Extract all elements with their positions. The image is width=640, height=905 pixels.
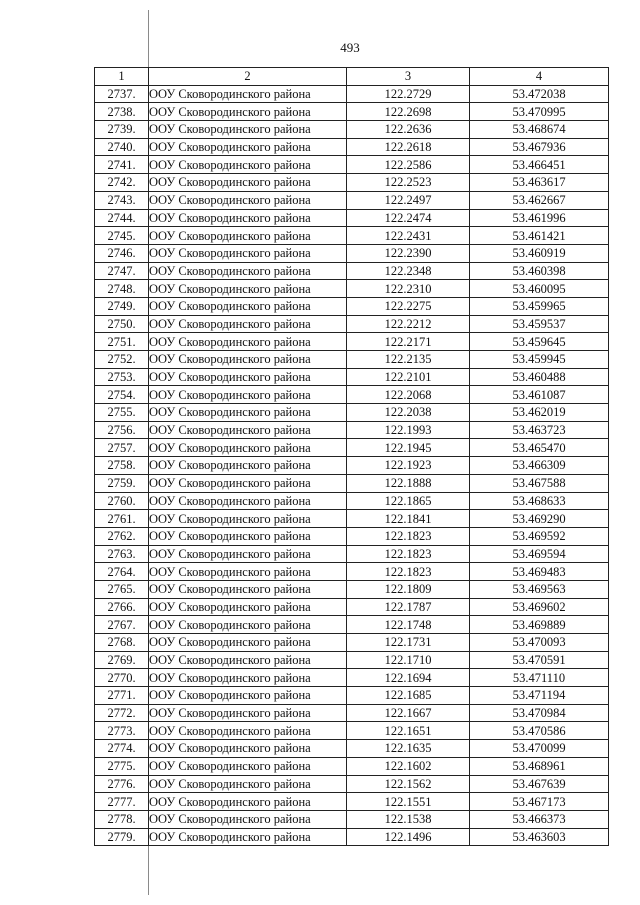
table-row — [95, 740, 609, 758]
area-name-cell: ООУ Сковородинского района — [149, 651, 347, 669]
area-name-cell: ООУ Сковородинского района — [149, 244, 347, 262]
latitude-cell: 53.471110 — [470, 669, 609, 687]
table-body — [95, 85, 609, 846]
table-row — [95, 616, 609, 634]
latitude-cell: 53.459645 — [470, 333, 609, 351]
coordinates-table — [94, 67, 609, 846]
area-name-cell: ООУ Сковородинского района — [149, 404, 347, 422]
row-number-cell: 2744. — [95, 209, 149, 227]
table-row — [95, 828, 609, 846]
row-number-cell: 2753. — [95, 368, 149, 386]
row-number-cell: 2758. — [95, 457, 149, 475]
row-number-cell: 2762. — [95, 527, 149, 545]
longitude-cell: 122.2310 — [347, 280, 470, 298]
row-number-cell: 2745. — [95, 227, 149, 245]
table-row — [95, 722, 609, 740]
row-number-cell: 2747. — [95, 262, 149, 280]
area-name-cell: ООУ Сковородинского района — [149, 227, 347, 245]
latitude-cell: 53.467936 — [470, 138, 609, 156]
area-name-cell: ООУ Сковородинского района — [149, 174, 347, 192]
area-name-cell: ООУ Сковородинского района — [149, 598, 347, 616]
row-number-cell: 2770. — [95, 669, 149, 687]
area-name-cell: ООУ Сковородинского района — [149, 687, 347, 705]
row-number-cell: 2746. — [95, 244, 149, 262]
row-number-cell: 2755. — [95, 404, 149, 422]
longitude-cell: 122.1562 — [347, 775, 470, 793]
latitude-cell: 53.460488 — [470, 368, 609, 386]
row-number-cell: 2769. — [95, 651, 149, 669]
table-row — [95, 85, 609, 103]
longitude-cell: 122.1710 — [347, 651, 470, 669]
table-row — [95, 156, 609, 174]
latitude-cell: 53.469889 — [470, 616, 609, 634]
table-row — [95, 280, 609, 298]
row-number-cell: 2754. — [95, 386, 149, 404]
row-number-cell: 2751. — [95, 333, 149, 351]
longitude-cell: 122.1823 — [347, 563, 470, 581]
longitude-cell: 122.2348 — [347, 262, 470, 280]
table-header-row — [95, 68, 609, 86]
longitude-cell: 122.2523 — [347, 174, 470, 192]
latitude-cell: 53.463603 — [470, 828, 609, 846]
longitude-cell: 122.2636 — [347, 121, 470, 139]
area-name-cell: ООУ Сковородинского района — [149, 704, 347, 722]
row-number-cell: 2765. — [95, 580, 149, 598]
longitude-cell: 122.2729 — [347, 85, 470, 103]
row-number-cell: 2761. — [95, 510, 149, 528]
table-row — [95, 333, 609, 351]
area-name-cell: ООУ Сковородинского района — [149, 333, 347, 351]
latitude-cell: 53.459537 — [470, 315, 609, 333]
table-row — [95, 404, 609, 422]
area-name-cell: ООУ Сковородинского района — [149, 563, 347, 581]
table-row — [95, 810, 609, 828]
latitude-cell: 53.470093 — [470, 634, 609, 652]
row-number-cell: 2775. — [95, 757, 149, 775]
row-number-cell: 2778. — [95, 810, 149, 828]
row-number-cell: 2771. — [95, 687, 149, 705]
area-name-cell: ООУ Сковородинского района — [149, 386, 347, 404]
row-number-cell: 2760. — [95, 492, 149, 510]
longitude-cell: 122.2171 — [347, 333, 470, 351]
longitude-cell: 122.1635 — [347, 740, 470, 758]
area-name-cell: ООУ Сковородинского района — [149, 121, 347, 139]
area-name-cell: ООУ Сковородинского района — [149, 810, 347, 828]
area-name-cell: ООУ Сковородинского района — [149, 138, 347, 156]
table-row — [95, 457, 609, 475]
area-name-cell: ООУ Сковородинского района — [149, 757, 347, 775]
latitude-cell: 53.466451 — [470, 156, 609, 174]
longitude-cell: 122.2431 — [347, 227, 470, 245]
longitude-cell: 122.1651 — [347, 722, 470, 740]
latitude-cell: 53.463723 — [470, 421, 609, 439]
area-name-cell: ООУ Сковородинского района — [149, 722, 347, 740]
table-row — [95, 368, 609, 386]
longitude-cell: 122.2135 — [347, 351, 470, 369]
row-number-cell: 2763. — [95, 545, 149, 563]
row-number-cell: 2748. — [95, 280, 149, 298]
table-row — [95, 527, 609, 545]
row-number-cell: 2768. — [95, 634, 149, 652]
row-number-cell: 2738. — [95, 103, 149, 121]
latitude-cell: 53.468674 — [470, 121, 609, 139]
area-name-cell: ООУ Сковородинского района — [149, 492, 347, 510]
longitude-cell: 122.2390 — [347, 244, 470, 262]
row-number-cell: 2767. — [95, 616, 149, 634]
longitude-cell: 122.2586 — [347, 156, 470, 174]
table-row — [95, 474, 609, 492]
area-name-cell: ООУ Сковородинского района — [149, 616, 347, 634]
table-row — [95, 174, 609, 192]
row-number-cell: 2741. — [95, 156, 149, 174]
column-header-3: 3 — [347, 68, 470, 86]
row-number-cell: 2743. — [95, 191, 149, 209]
table-row — [95, 669, 609, 687]
longitude-cell: 122.1923 — [347, 457, 470, 475]
row-number-cell: 2774. — [95, 740, 149, 758]
longitude-cell: 122.1667 — [347, 704, 470, 722]
row-number-cell: 2779. — [95, 828, 149, 846]
area-name-cell: ООУ Сковородинского района — [149, 740, 347, 758]
longitude-cell: 122.1685 — [347, 687, 470, 705]
latitude-cell: 53.460095 — [470, 280, 609, 298]
column-header-2: 2 — [149, 68, 347, 86]
area-name-cell: ООУ Сковородинского района — [149, 793, 347, 811]
latitude-cell: 53.463617 — [470, 174, 609, 192]
table-row — [95, 492, 609, 510]
row-number-cell: 2764. — [95, 563, 149, 581]
row-number-cell: 2777. — [95, 793, 149, 811]
longitude-cell: 122.1694 — [347, 669, 470, 687]
latitude-cell: 53.461087 — [470, 386, 609, 404]
table-row — [95, 227, 609, 245]
row-number-cell: 2739. — [95, 121, 149, 139]
latitude-cell: 53.470984 — [470, 704, 609, 722]
latitude-cell: 53.471194 — [470, 687, 609, 705]
row-number-cell: 2756. — [95, 421, 149, 439]
area-name-cell: ООУ Сковородинского района — [149, 634, 347, 652]
longitude-cell: 122.1731 — [347, 634, 470, 652]
table-row — [95, 138, 609, 156]
latitude-cell: 53.461996 — [470, 209, 609, 227]
latitude-cell: 53.470591 — [470, 651, 609, 669]
longitude-cell: 122.1787 — [347, 598, 470, 616]
area-name-cell: ООУ Сковородинского района — [149, 828, 347, 846]
longitude-cell: 122.2497 — [347, 191, 470, 209]
latitude-cell: 53.468961 — [470, 757, 609, 775]
table-row — [95, 510, 609, 528]
latitude-cell: 53.470586 — [470, 722, 609, 740]
row-number-cell: 2750. — [95, 315, 149, 333]
longitude-cell: 122.1841 — [347, 510, 470, 528]
longitude-cell: 122.1823 — [347, 545, 470, 563]
table-row — [95, 315, 609, 333]
longitude-cell: 122.1602 — [347, 757, 470, 775]
table-row — [95, 580, 609, 598]
longitude-cell: 122.2698 — [347, 103, 470, 121]
longitude-cell: 122.1993 — [347, 421, 470, 439]
table-row — [95, 704, 609, 722]
latitude-cell: 53.467173 — [470, 793, 609, 811]
area-name-cell: ООУ Сковородинского района — [149, 351, 347, 369]
area-name-cell: ООУ Сковородинского района — [149, 315, 347, 333]
longitude-cell: 122.1809 — [347, 580, 470, 598]
latitude-cell: 53.467588 — [470, 474, 609, 492]
table-row — [95, 244, 609, 262]
area-name-cell: ООУ Сковородинского района — [149, 85, 347, 103]
area-name-cell: ООУ Сковородинского района — [149, 775, 347, 793]
row-number-cell: 2737. — [95, 85, 149, 103]
area-name-cell: ООУ Сковородинского района — [149, 280, 347, 298]
area-name-cell: ООУ Сковородинского района — [149, 545, 347, 563]
latitude-cell: 53.462667 — [470, 191, 609, 209]
area-name-cell: ООУ Сковородинского района — [149, 669, 347, 687]
area-name-cell: ООУ Сковородинского района — [149, 191, 347, 209]
latitude-cell: 53.472038 — [470, 85, 609, 103]
row-number-cell: 2776. — [95, 775, 149, 793]
longitude-cell: 122.1538 — [347, 810, 470, 828]
latitude-cell: 53.469592 — [470, 527, 609, 545]
longitude-cell: 122.1865 — [347, 492, 470, 510]
latitude-cell: 53.468633 — [470, 492, 609, 510]
table-row — [95, 757, 609, 775]
longitude-cell: 122.2275 — [347, 297, 470, 315]
longitude-cell: 122.1945 — [347, 439, 470, 457]
longitude-cell: 122.2212 — [347, 315, 470, 333]
longitude-cell: 122.1551 — [347, 793, 470, 811]
longitude-cell: 122.2474 — [347, 209, 470, 227]
row-number-cell: 2772. — [95, 704, 149, 722]
table-row — [95, 634, 609, 652]
longitude-cell: 122.1888 — [347, 474, 470, 492]
table-row — [95, 775, 609, 793]
longitude-cell: 122.2068 — [347, 386, 470, 404]
table-row — [95, 421, 609, 439]
latitude-cell: 53.466309 — [470, 457, 609, 475]
table-row — [95, 545, 609, 563]
area-name-cell: ООУ Сковородинского района — [149, 262, 347, 280]
area-name-cell: ООУ Сковородинского района — [149, 457, 347, 475]
area-name-cell: ООУ Сковородинского района — [149, 580, 347, 598]
area-name-cell: ООУ Сковородинского района — [149, 368, 347, 386]
row-number-cell: 2752. — [95, 351, 149, 369]
table-row — [95, 191, 609, 209]
table-row — [95, 793, 609, 811]
latitude-cell: 53.459965 — [470, 297, 609, 315]
area-name-cell: ООУ Сковородинского района — [149, 510, 347, 528]
longitude-cell: 122.1496 — [347, 828, 470, 846]
row-number-cell: 2766. — [95, 598, 149, 616]
latitude-cell: 53.465470 — [470, 439, 609, 457]
latitude-cell: 53.470995 — [470, 103, 609, 121]
latitude-cell: 53.467639 — [470, 775, 609, 793]
table-row — [95, 687, 609, 705]
latitude-cell: 53.462019 — [470, 404, 609, 422]
area-name-cell: ООУ Сковородинского района — [149, 421, 347, 439]
row-number-cell: 2749. — [95, 297, 149, 315]
table-row — [95, 651, 609, 669]
row-number-cell: 2757. — [95, 439, 149, 457]
area-name-cell: ООУ Сковородинского района — [149, 474, 347, 492]
table-row — [95, 386, 609, 404]
latitude-cell: 53.469290 — [470, 510, 609, 528]
longitude-cell: 122.2618 — [347, 138, 470, 156]
table-row — [95, 297, 609, 315]
table-row — [95, 439, 609, 457]
longitude-cell: 122.1823 — [347, 527, 470, 545]
area-name-cell: ООУ Сковородинского района — [149, 156, 347, 174]
latitude-cell: 53.470099 — [470, 740, 609, 758]
row-number-cell: 2773. — [95, 722, 149, 740]
latitude-cell: 53.460919 — [470, 244, 609, 262]
row-number-cell: 2740. — [95, 138, 149, 156]
latitude-cell: 53.461421 — [470, 227, 609, 245]
row-number-cell: 2759. — [95, 474, 149, 492]
area-name-cell: ООУ Сковородинского района — [149, 209, 347, 227]
area-name-cell: ООУ Сковородинского района — [149, 103, 347, 121]
area-name-cell: ООУ Сковородинского района — [149, 297, 347, 315]
latitude-cell: 53.469563 — [470, 580, 609, 598]
table-row — [95, 209, 609, 227]
latitude-cell: 53.469483 — [470, 563, 609, 581]
area-name-cell: ООУ Сковородинского района — [149, 439, 347, 457]
longitude-cell: 122.2038 — [347, 404, 470, 422]
latitude-cell: 53.469602 — [470, 598, 609, 616]
table-row — [95, 598, 609, 616]
latitude-cell: 53.469594 — [470, 545, 609, 563]
table-row — [95, 351, 609, 369]
area-name-cell: ООУ Сковородинского района — [149, 527, 347, 545]
column-header-1: 1 — [95, 68, 149, 86]
longitude-cell: 122.2101 — [347, 368, 470, 386]
latitude-cell: 53.466373 — [470, 810, 609, 828]
table-row — [95, 121, 609, 139]
row-number-cell: 2742. — [95, 174, 149, 192]
table-row — [95, 563, 609, 581]
longitude-cell: 122.1748 — [347, 616, 470, 634]
table-row — [95, 103, 609, 121]
latitude-cell: 53.459945 — [470, 351, 609, 369]
table-row — [95, 262, 609, 280]
page-number: 493 — [340, 40, 360, 55]
column-header-4: 4 — [470, 68, 609, 86]
latitude-cell: 53.460398 — [470, 262, 609, 280]
